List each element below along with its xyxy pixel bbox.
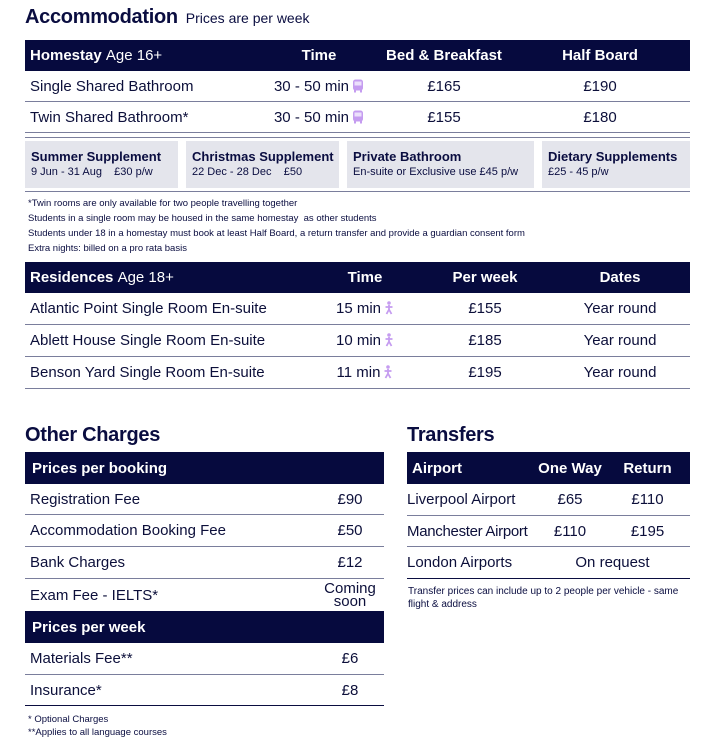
residence-time <box>310 364 420 381</box>
supplement-summer <box>25 141 178 188</box>
per-week-label: Prices per week <box>32 618 146 636</box>
homestay-bb-price: £165 <box>427 77 461 95</box>
residences-label: Residences <box>30 269 114 286</box>
transfer-row <box>407 516 690 547</box>
homestay-bb-price: £155 <box>427 108 461 126</box>
note-line: Students under 18 in a homestay must book at least Half Board, a return transfer and provide a guardian consent form <box>28 228 525 239</box>
residences-col-week: Per week <box>452 269 518 286</box>
transfer-airport: Liverpool Airport <box>407 491 516 508</box>
charge-row <box>25 515 384 547</box>
note-line: *Twin rooms are only available for two people travelling together <box>28 198 298 209</box>
transfer-row <box>407 547 690 579</box>
time-value: 30 - 50 min <box>273 77 350 95</box>
residences-age: Age 18+ <box>117 269 174 286</box>
supplement-dietary <box>542 141 690 188</box>
residence-price: £185 <box>468 332 502 349</box>
other-charges-title: Other Charges <box>25 424 161 446</box>
bus-icon <box>352 79 364 93</box>
time-value: 15 min <box>335 300 382 317</box>
residence-name: Benson Yard Single Room En-suite <box>30 364 265 381</box>
walking-person-icon <box>383 365 393 379</box>
per-booking-header <box>25 452 384 484</box>
note-line: Extra nights: billed on a pro rata basis <box>28 243 187 254</box>
supplement-text: 22 Dec - 28 Dec £50 <box>192 166 303 178</box>
charge-row <box>25 547 384 579</box>
residences-header <box>25 262 690 293</box>
homestay-row <box>25 71 690 102</box>
charge-row <box>25 484 384 515</box>
transfer-return: £195 <box>630 522 665 540</box>
residence-price: £155 <box>468 300 502 317</box>
charge-name: Registration Fee <box>30 490 141 508</box>
homestay-time <box>260 109 378 126</box>
homestay-row <box>25 102 690 133</box>
transfer-airport: Manchester Airport <box>407 522 528 540</box>
transfers-col-one-way: One Way <box>538 459 602 477</box>
bus-icon <box>352 110 364 124</box>
homestay-col-bb: Bed & Breakfast <box>386 47 502 64</box>
residence-price: £195 <box>468 364 502 381</box>
transfers-note: Transfer prices can include up to 2 people per vehicle - same flight & address <box>408 586 679 610</box>
transfer-one-way: £65 <box>557 491 583 508</box>
supplement-title: Summer Supplement <box>31 149 162 164</box>
supplement-christmas <box>186 141 339 188</box>
time-value: 11 min <box>336 364 381 381</box>
transfer-one-way: £110 <box>553 522 587 540</box>
transfers-col-return: Return <box>623 459 672 477</box>
homestay-header <box>25 40 690 71</box>
transfers-header <box>407 452 690 484</box>
note-line: Students in a single room may be housed in the same homestay as other students <box>28 213 377 224</box>
residence-row <box>25 325 690 357</box>
homestay-col-hb: Half Board <box>562 47 638 64</box>
charge-price <box>320 582 380 608</box>
footnote: * Optional Charges <box>28 714 109 725</box>
homestay-hb-price: £180 <box>583 108 617 126</box>
charge-price: £90 <box>337 490 363 508</box>
other-charges-footnotes <box>28 713 167 739</box>
residence-time <box>310 300 420 317</box>
residences-col-dates: Dates <box>599 269 641 286</box>
supplement-title: Christmas Supplement <box>192 149 334 164</box>
homestay-time <box>260 78 378 95</box>
charge-price: £6 <box>341 650 359 667</box>
homestay-col-time: Time <box>301 47 337 64</box>
time-value: 30 - 50 min <box>273 108 350 126</box>
charge-price: £12 <box>337 554 363 571</box>
charge-name: Accommodation Booking Fee <box>30 522 226 539</box>
time-value: 10 min <box>335 332 382 349</box>
charge-name: Insurance* <box>30 681 102 699</box>
accommodation-notes <box>28 196 525 256</box>
supplements-strip <box>25 137 690 192</box>
residence-name: Atlantic Point Single Room En-suite <box>30 300 267 317</box>
transfer-airport: London Airports <box>407 554 513 571</box>
supplement-title: Private Bathroom <box>353 149 462 164</box>
supplement-text: En-suite or Exclusive use £45 p/w <box>353 166 519 178</box>
residence-time <box>310 332 420 349</box>
soon-line: soon <box>333 593 367 610</box>
footnote: **Applies to all language courses <box>28 727 167 738</box>
transfers-table <box>407 452 690 579</box>
per-week-header <box>25 611 384 643</box>
walking-person-icon <box>384 301 394 315</box>
residence-dates: Year round <box>583 332 657 349</box>
charge-row <box>25 579 384 611</box>
supplement-private-bathroom <box>347 141 534 188</box>
coming-line: Coming <box>324 580 376 597</box>
homestay-room: Twin Shared Bathroom* <box>30 108 189 126</box>
homestay-label: Homestay <box>30 47 102 64</box>
residence-dates: Year round <box>583 300 657 317</box>
homestay-table <box>25 40 690 133</box>
residence-row <box>25 357 690 389</box>
transfers-title: Transfers <box>407 424 495 446</box>
homestay-room: Single Shared Bathroom <box>30 77 194 95</box>
homestay-col-name <box>25 47 260 64</box>
supplement-title: Dietary Supplements <box>548 149 678 164</box>
residence-row <box>25 293 690 325</box>
accommodation-title: Accommodation <box>25 6 178 28</box>
per-booking-label: Prices per booking <box>32 459 168 477</box>
other-charges-table <box>25 452 384 706</box>
accommodation-subtitle: Prices are per week <box>185 10 310 26</box>
charge-name: Materials Fee** <box>30 650 133 667</box>
charge-price: £50 <box>337 522 363 539</box>
residences-table <box>25 262 690 389</box>
charge-price: £8 <box>341 681 359 699</box>
transfers-col-airport: Airport <box>412 459 462 477</box>
homestay-age: Age 16+ <box>105 47 163 64</box>
residence-dates: Year round <box>583 364 657 381</box>
transfer-on-request: On request <box>575 554 650 571</box>
charge-name: Exam Fee - IELTS* <box>30 586 159 604</box>
transfer-return: £110 <box>631 491 664 508</box>
supplement-text: £25 - 45 p/w <box>548 166 609 178</box>
accommodation-heading <box>25 6 310 29</box>
charge-row <box>25 675 384 706</box>
transfer-row <box>407 484 690 516</box>
charge-name: Bank Charges <box>30 554 126 571</box>
supplement-text: 9 Jun - 31 Aug £30 p/w <box>31 166 153 178</box>
residence-name: Ablett House Single Room En-suite <box>30 332 266 349</box>
residences-col-time: Time <box>347 269 383 286</box>
residences-col-name <box>25 269 310 286</box>
charge-row <box>25 643 384 675</box>
homestay-hb-price: £190 <box>583 77 617 95</box>
walking-person-icon <box>384 333 394 347</box>
